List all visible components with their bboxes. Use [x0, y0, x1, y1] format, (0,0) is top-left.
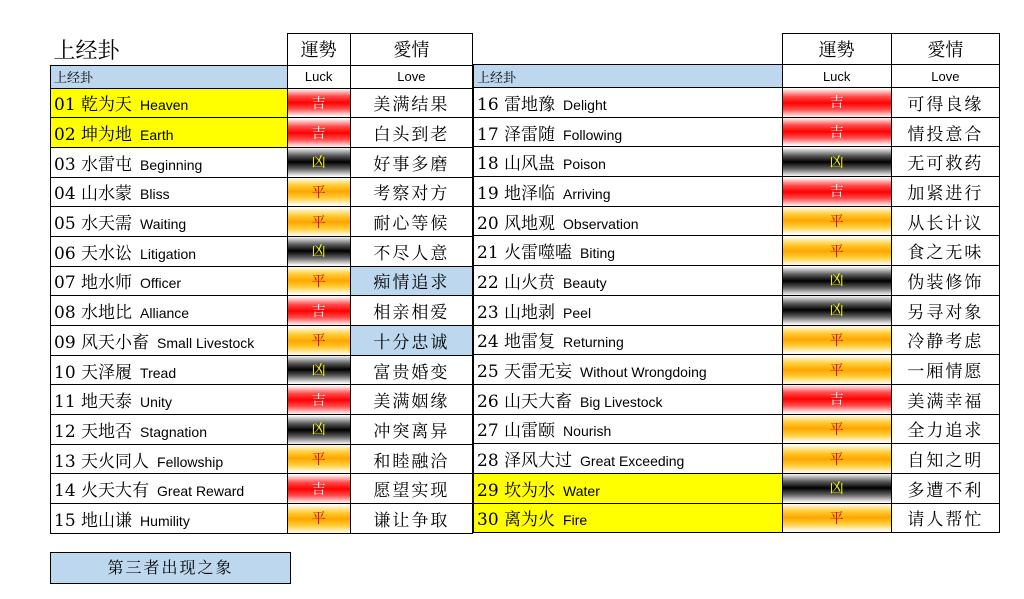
luck-header-cn: 運勢: [287, 34, 350, 66]
hexagram-name-cell: [474, 206, 783, 236]
hexagram-cn-name: 20 风地观: [477, 213, 556, 234]
love-cell: 愿望实现: [350, 474, 472, 504]
hexagram-cn-name: 17 泽雷随: [477, 124, 556, 145]
hexagram-row: [474, 473, 1000, 503]
luck-cell: 吉: [782, 88, 891, 118]
hexagram-name-cell: [51, 444, 288, 474]
hexagram-row: [474, 88, 1000, 118]
luck-cell: 平: [287, 207, 350, 237]
hexagram-row: [51, 147, 473, 177]
luck-cell: 凶: [782, 473, 891, 503]
hexagram-row: [474, 384, 1000, 414]
luck-cell: 吉: [287, 88, 350, 118]
luck-cell: 平: [782, 503, 891, 533]
hexagram-en-name: Peel: [563, 304, 592, 321]
hexagram-row: [474, 414, 1000, 444]
hexagram-en-name: Without Wrongdoing: [580, 364, 707, 381]
hexagram-en-name: Water: [563, 482, 600, 499]
love-cell: 考察对方: [350, 177, 472, 207]
love-cell: 相亲相爱: [350, 296, 472, 326]
love-cell: 谦让争取: [350, 504, 472, 534]
hexagram-cn-name: 06 天水讼: [54, 243, 133, 264]
hexagram-en-name: Tread: [140, 364, 177, 381]
hexagram-en-name: Stagnation: [140, 423, 207, 440]
luck-cell: 平: [287, 326, 350, 356]
hexagram-cn-name: 08 水地比: [54, 303, 133, 324]
hexagram-en-name: Observation: [563, 215, 639, 232]
hexagram-en-name: Great Reward: [157, 483, 245, 500]
hexagram-en-name: Waiting: [140, 216, 187, 233]
hexagram-cn-name: 07 地水师: [54, 273, 133, 294]
hexagram-row: [474, 236, 1000, 266]
love-cell: 可得良缘: [891, 88, 999, 118]
hexagram-cn-name: 21 火雷噬嗑: [477, 243, 573, 264]
hexagram-name-cell: [474, 444, 783, 474]
love-header-cn: 愛情: [350, 34, 472, 66]
hexagram-row: [474, 444, 1000, 474]
hexagram-row: [474, 147, 1000, 177]
luck-cell: 吉: [782, 177, 891, 207]
hexagram-cn-name: 03 水雷屯: [54, 154, 133, 175]
hexagram-en-name: Heaven: [140, 97, 189, 114]
luck-cell: 吉: [287, 385, 350, 415]
luck-cell: 平: [287, 444, 350, 474]
luck-cell: 吉: [287, 474, 350, 504]
hexagram-name-cell: [51, 326, 288, 356]
luck-header-cn: 運勢: [782, 34, 891, 65]
hexagram-en-name: Returning: [563, 334, 624, 351]
hexagram-name-cell: [51, 385, 288, 415]
hexagram-name-cell: [474, 414, 783, 444]
hexagram-cn-name: 19 地泽临: [477, 183, 556, 204]
hexagram-cn-name: 11 地天泰: [54, 392, 133, 413]
love-cell: 冲突离异: [350, 415, 472, 445]
hexagram-cn-name: 26 山天大畜: [477, 391, 573, 412]
love-cell: 情投意合: [891, 117, 999, 147]
hexagram-name-cell: [51, 236, 288, 266]
hexagram-name-cell: [474, 295, 783, 325]
love-cell: 美满结果: [350, 88, 472, 118]
luck-cell: 平: [287, 177, 350, 207]
hexagram-cn-name: 12 天地否: [54, 421, 133, 442]
hexagram-en-name: Following: [563, 126, 623, 143]
hexagram-name-cell: [474, 325, 783, 355]
hexagram-cn-name: 24 地雷复: [477, 332, 556, 353]
hexagram-row: [51, 385, 473, 415]
hexagram-en-name: Biting: [580, 245, 616, 262]
luck-cell: 吉: [287, 296, 350, 326]
hexagram-row: [51, 236, 473, 266]
love-cell: 美满幸福: [891, 384, 999, 414]
hexagram-row: [51, 504, 473, 534]
hexagram-row: [51, 326, 473, 356]
hexagram-cn-name: 14 火天大有: [54, 481, 150, 502]
hexagram-name-cell: [51, 266, 288, 296]
hexagram-cn-name: 22 山火贲: [477, 272, 556, 293]
section-label: 上经卦: [474, 65, 783, 88]
love-cell: 痴情追求: [350, 266, 472, 296]
love-cell: 全力追求: [891, 414, 999, 444]
luck-cell: 平: [782, 236, 891, 266]
luck-cell: 平: [287, 266, 350, 296]
hexagram-cn-name: 05 水天需: [54, 214, 133, 235]
hexagram-row: [51, 266, 473, 296]
hexagram-name-cell: [51, 147, 288, 177]
hexagram-name-cell: [51, 504, 288, 534]
hexagram-name-cell: [51, 88, 288, 118]
hexagram-row: [51, 355, 473, 385]
hexagram-name-cell: [51, 296, 288, 326]
luck-cell: 凶: [287, 147, 350, 177]
hexagram-cn-name: 09 风天小畜: [54, 332, 150, 353]
hexagram-en-name: Bliss: [140, 186, 170, 203]
hexagram-row: [51, 118, 473, 148]
love-cell: 自知之明: [891, 444, 999, 474]
hexagram-en-name: Beginning: [140, 156, 203, 173]
love-header-cn: 愛情: [891, 34, 999, 65]
hexagram-cn-name: 13 天火同人: [54, 451, 150, 472]
hexagram-name-cell: [474, 236, 783, 266]
luck-cell: 平: [782, 206, 891, 236]
hexagram-cn-name: 25 天雷无妄: [477, 362, 573, 383]
love-cell: 食之无味: [891, 236, 999, 266]
love-cell: 和睦融洽: [350, 444, 472, 474]
luck-cell: 凶: [782, 266, 891, 296]
hexagram-row: [51, 296, 473, 326]
hexagram-cn-name: 23 山地剥: [477, 302, 556, 323]
love-cell: 伪装修饰: [891, 266, 999, 296]
hexagram-name-cell: [51, 355, 288, 385]
hexagram-cn-name: 18 山风蛊: [477, 154, 556, 175]
love-cell: 从长计议: [891, 206, 999, 236]
hexagram-row: [474, 206, 1000, 236]
section-label: 上经卦: [51, 65, 288, 88]
hexagram-name-cell: [51, 207, 288, 237]
hexagram-row: [51, 88, 473, 118]
luck-cell: 平: [782, 355, 891, 385]
hexagram-name-cell: [474, 473, 783, 503]
hexagram-row: [474, 325, 1000, 355]
hexagram-name-cell: [51, 118, 288, 148]
love-cell: 加紧进行: [891, 177, 999, 207]
hexagram-en-name: Beauty: [563, 274, 607, 291]
hexagram-cn-name: 10 天泽履: [54, 362, 133, 383]
luck-cell: 凶: [287, 355, 350, 385]
hexagram-en-name: Fire: [563, 512, 588, 529]
hexagram-en-name: Small Livestock: [157, 334, 255, 351]
hexagram-row: [51, 177, 473, 207]
hexagram-cn-name: 29 坎为水: [477, 480, 556, 501]
hexagram-name-cell: [474, 266, 783, 296]
love-cell: 不尽人意: [350, 236, 472, 266]
luck-cell: 凶: [287, 415, 350, 445]
hexagram-en-name: Litigation: [140, 245, 197, 262]
header-blank: [474, 34, 783, 65]
left-hexagram-table: [50, 33, 473, 534]
hexagram-row: [51, 207, 473, 237]
hexagram-en-name: Big Livestock: [580, 393, 663, 410]
luck-header-en: Luck: [782, 65, 891, 88]
hexagram-name-cell: [474, 88, 783, 118]
luck-cell: 凶: [287, 236, 350, 266]
luck-cell: 吉: [287, 118, 350, 148]
luck-cell: 凶: [782, 147, 891, 177]
hexagram-name-cell: [474, 503, 783, 533]
hexagram-en-name: Nourish: [563, 423, 612, 440]
love-cell: 另寻对象: [891, 295, 999, 325]
hexagram-en-name: Fellowship: [157, 453, 224, 470]
hexagram-en-name: Humility: [140, 512, 190, 529]
hexagram-cn-name: 16 雷地豫: [477, 94, 556, 115]
hexagram-name-cell: [51, 415, 288, 445]
right-hexagram-table: [473, 33, 1000, 533]
love-cell: 多遭不利: [891, 473, 999, 503]
page-title: 上经卦: [53, 38, 120, 64]
love-header-en: Love: [350, 65, 472, 88]
hexagram-en-name: Great Exceeding: [580, 453, 685, 470]
hexagram-row: [474, 503, 1000, 533]
love-cell: 美满姻缘: [350, 385, 472, 415]
hexagram-name-cell: [474, 384, 783, 414]
love-cell: 富贵婚变: [350, 355, 472, 385]
luck-cell: 平: [782, 444, 891, 474]
hexagram-row: [51, 415, 473, 445]
hexagram-en-name: Unity: [140, 394, 172, 411]
hexagram-name-cell: [474, 177, 783, 207]
hexagram-name-cell: [474, 147, 783, 177]
hexagram-name-cell: [51, 474, 288, 504]
hexagram-row: [474, 266, 1000, 296]
love-cell: 无可救药: [891, 147, 999, 177]
love-cell: 白头到老: [350, 118, 472, 148]
hexagram-row: [474, 117, 1000, 147]
hexagram-row: [51, 474, 473, 504]
hexagram-row: [474, 355, 1000, 385]
hexagram-cn-name: 02 坤为地: [54, 125, 133, 146]
third-party-legend: 第三者出现之象: [50, 552, 291, 584]
luck-cell: 吉: [782, 117, 891, 147]
luck-cell: 平: [287, 504, 350, 534]
luck-header-en: Luck: [287, 65, 350, 88]
hexagram-name-cell: [474, 355, 783, 385]
love-cell: 耐心等候: [350, 207, 472, 237]
luck-cell: 平: [782, 325, 891, 355]
hexagram-cn-name: 15 地山谦: [54, 510, 133, 531]
hexagram-en-name: Earth: [140, 127, 174, 144]
love-cell: 冷静考虑: [891, 325, 999, 355]
love-cell: 十分忠诚: [350, 326, 472, 356]
luck-cell: 吉: [782, 384, 891, 414]
hexagram-en-name: Officer: [140, 275, 182, 292]
hexagram-cn-name: 30 离为火: [477, 510, 556, 531]
hexagram-en-name: Poison: [563, 156, 606, 173]
love-header-en: Love: [891, 65, 999, 88]
hexagram-name-cell: [474, 117, 783, 147]
love-cell: 一厢情愿: [891, 355, 999, 385]
love-cell: 好事多磨: [350, 147, 472, 177]
love-cell: 请人帮忙: [891, 503, 999, 533]
hexagram-cn-name: 04 山水蒙: [54, 184, 133, 205]
hexagram-en-name: Arriving: [563, 185, 611, 202]
hexagram-row: [474, 295, 1000, 325]
luck-cell: 凶: [782, 295, 891, 325]
hexagram-cn-name: 01 乾为天: [54, 95, 133, 116]
hexagram-en-name: Alliance: [140, 305, 190, 322]
hexagram-row: [474, 177, 1000, 207]
hexagram-cn-name: 28 泽风大过: [477, 451, 573, 472]
hexagram-en-name: Delight: [563, 96, 607, 113]
hexagram-cn-name: 27 山雷颐: [477, 421, 556, 442]
luck-cell: 平: [782, 414, 891, 444]
hexagram-name-cell: [51, 177, 288, 207]
hexagram-row: [51, 444, 473, 474]
